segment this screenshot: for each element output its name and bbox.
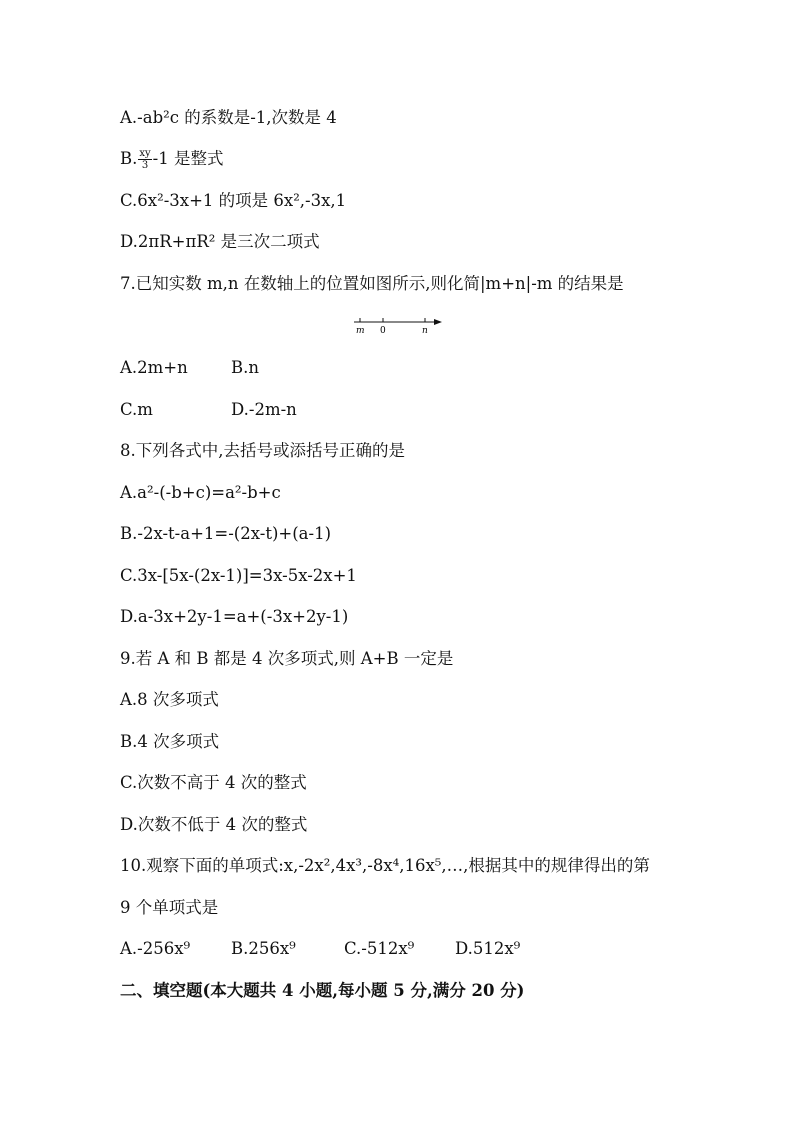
fraction-numerator: xy: [139, 148, 151, 159]
q7-option-d: D.-2m-n: [231, 400, 297, 419]
q9-option-c: C.次数不高于 4 次的整式: [120, 773, 307, 792]
q10-option-a: A.-256x⁹: [120, 939, 191, 958]
q9-option-a: A.8 次多项式: [120, 690, 219, 709]
q7-option-c: C.m: [120, 400, 153, 419]
q6-option-c: C.6x²-3x+1 的项是 6x²,-3x,1: [120, 191, 347, 210]
section-heading-fill-in: 二、填空题(本大题共 4 小题,每小题 5 分,满分 20 分): [120, 981, 525, 1000]
q6-option-b: [120, 148, 224, 171]
q8-option-c: C.3x-[5x-(2x-1)]=3x-5x-2x+1: [120, 566, 357, 585]
q6-option-a: A.-ab²c 的系数是-1,次数是 4: [120, 108, 337, 127]
q6-option-b-prefix: B.: [120, 149, 138, 168]
q9-option-d: D.次数不低于 4 次的整式: [120, 815, 308, 834]
q7-options-row1: [120, 357, 259, 379]
number-line-label-m: m: [356, 326, 365, 336]
q10-option-c: C.-512x⁹: [344, 939, 415, 958]
q6-option-b-suffix: -1 是整式: [152, 149, 224, 168]
q7-options-row2: [120, 399, 297, 421]
q10-stem-line2: 9 个单项式是: [120, 898, 219, 917]
q8-option-d: D.a-3x+2y-1=a+(-3x+2y-1): [120, 607, 349, 626]
q7-option-b: B.n: [231, 358, 259, 377]
q10-option-d: D.512x⁹: [455, 939, 521, 958]
number-line-label-n: n: [422, 326, 428, 336]
q9-option-b: B.4 次多项式: [120, 732, 220, 751]
q6-option-d: D.2πR+πR² 是三次二项式: [120, 232, 320, 251]
q7-option-a: A.2m+n: [120, 358, 188, 377]
q8-option-a: A.a²-(-b+c)=a²-b+c: [120, 483, 281, 502]
number-line-label-0: 0: [380, 326, 386, 336]
q8-stem: 8.下列各式中,去括号或添括号正确的是: [120, 441, 405, 460]
q10-option-b: B.256x⁹: [231, 939, 296, 958]
q10-stem-line1: 10.观察下面的单项式:x,-2x²,4x³,-8x⁴,16x⁵,…,根据其中的规律得出的第: [120, 856, 650, 875]
fraction-denominator: 3: [141, 160, 149, 171]
q10-options-row: [120, 938, 520, 960]
q6-option-b-fraction: [138, 148, 151, 171]
number-line-figure: [350, 314, 446, 336]
q9-stem: 9.若 A 和 B 都是 4 次多项式,则 A+B 一定是: [120, 649, 454, 668]
q7-stem: 7.已知实数 m,n 在数轴上的位置如图所示,则化简|m+n|-m 的结果是: [120, 274, 624, 293]
q8-option-b: B.-2x-t-a+1=-(2x-t)+(a-1): [120, 524, 332, 543]
